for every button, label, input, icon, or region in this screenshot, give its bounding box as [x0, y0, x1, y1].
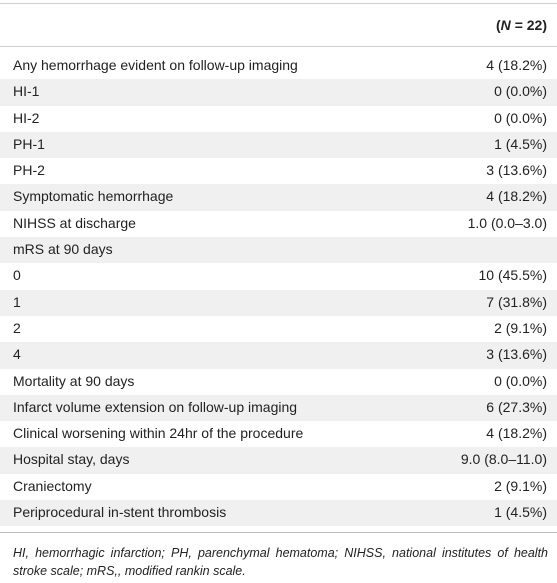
table-row: [0, 106, 557, 132]
row-value: 6 (27.3%): [486, 398, 547, 415]
table-row: [0, 421, 557, 447]
table-row: [0, 500, 557, 526]
row-label: 2: [13, 319, 21, 336]
table-header-row: [0, 4, 557, 47]
row-value: 7 (31.8%): [486, 293, 547, 310]
table-row: [0, 158, 557, 184]
row-value: 1 (4.5%): [494, 504, 547, 521]
row-value: 0 (0.0%): [494, 83, 547, 100]
table-row: [0, 237, 557, 263]
row-label: Clinical worsening within 24hr of the procedure: [13, 425, 304, 442]
table-row: [0, 263, 557, 289]
row-value: 0 (0.0%): [494, 109, 547, 126]
row-label: mRS at 90 days: [13, 241, 113, 258]
row-label: PH-1: [13, 135, 45, 152]
row-value: 10 (45.5%): [478, 267, 547, 284]
row-value: 3 (13.6%): [486, 162, 547, 179]
row-value: 4 (18.2%): [486, 425, 547, 442]
header-n-cell: (N = 22): [496, 17, 547, 33]
table-row: [0, 395, 557, 421]
row-value: 2 (9.1%): [494, 477, 547, 494]
table-body: [0, 53, 557, 526]
table-row: [0, 53, 557, 79]
header-n-label: N: [500, 17, 511, 33]
table-row: [0, 474, 557, 500]
table-row: [0, 132, 557, 158]
table-row: [0, 184, 557, 210]
row-label: 1: [13, 293, 21, 310]
row-label: HI-1: [13, 83, 40, 100]
row-label: NIHSS at discharge: [13, 214, 136, 231]
row-value: 1.0 (0.0–3.0): [467, 214, 547, 231]
table-row: [0, 211, 557, 237]
table-footnote: HI, hemorrhagic infarction; PH, parenchymal hematoma; NIHSS, national institutes of health stroke scale; mRS,, modified rankin scale.: [13, 546, 548, 578]
table-row: [0, 79, 557, 105]
row-label: Any hemorrhage evident on follow-up imaging: [13, 57, 298, 73]
row-label: Periprocedural in-stent thrombosis: [13, 504, 227, 521]
row-label: Craniectomy: [13, 477, 92, 494]
row-label: HI-2: [13, 109, 40, 126]
row-label: Hospital stay, days: [13, 451, 130, 468]
table-row: [0, 316, 557, 342]
row-value: 1 (4.5%): [494, 135, 547, 152]
row-value: 3 (13.6%): [486, 346, 547, 363]
bottom-rule: [0, 532, 557, 533]
table-row: [0, 447, 557, 473]
row-label: Mortality at 90 days: [13, 372, 135, 389]
table-row: [0, 290, 557, 316]
row-label: Symptomatic hemorrhage: [13, 188, 174, 205]
row-label: 4: [13, 346, 21, 363]
row-value: 9.0 (8.0–11.0): [460, 451, 547, 468]
table-row: [0, 342, 557, 368]
row-label: 0: [13, 267, 21, 284]
row-label: Infarct volume extension on follow-up imaging: [13, 398, 298, 415]
row-value: 2 (9.1%): [494, 319, 547, 336]
row-value: 4 (18.2%): [486, 188, 547, 205]
row-value: 0 (0.0%): [494, 372, 547, 389]
row-label: PH-2: [13, 162, 45, 179]
table-row: [0, 369, 557, 395]
header-n-value: = 22: [514, 17, 543, 33]
row-value: 4 (18.2%): [486, 57, 547, 73]
